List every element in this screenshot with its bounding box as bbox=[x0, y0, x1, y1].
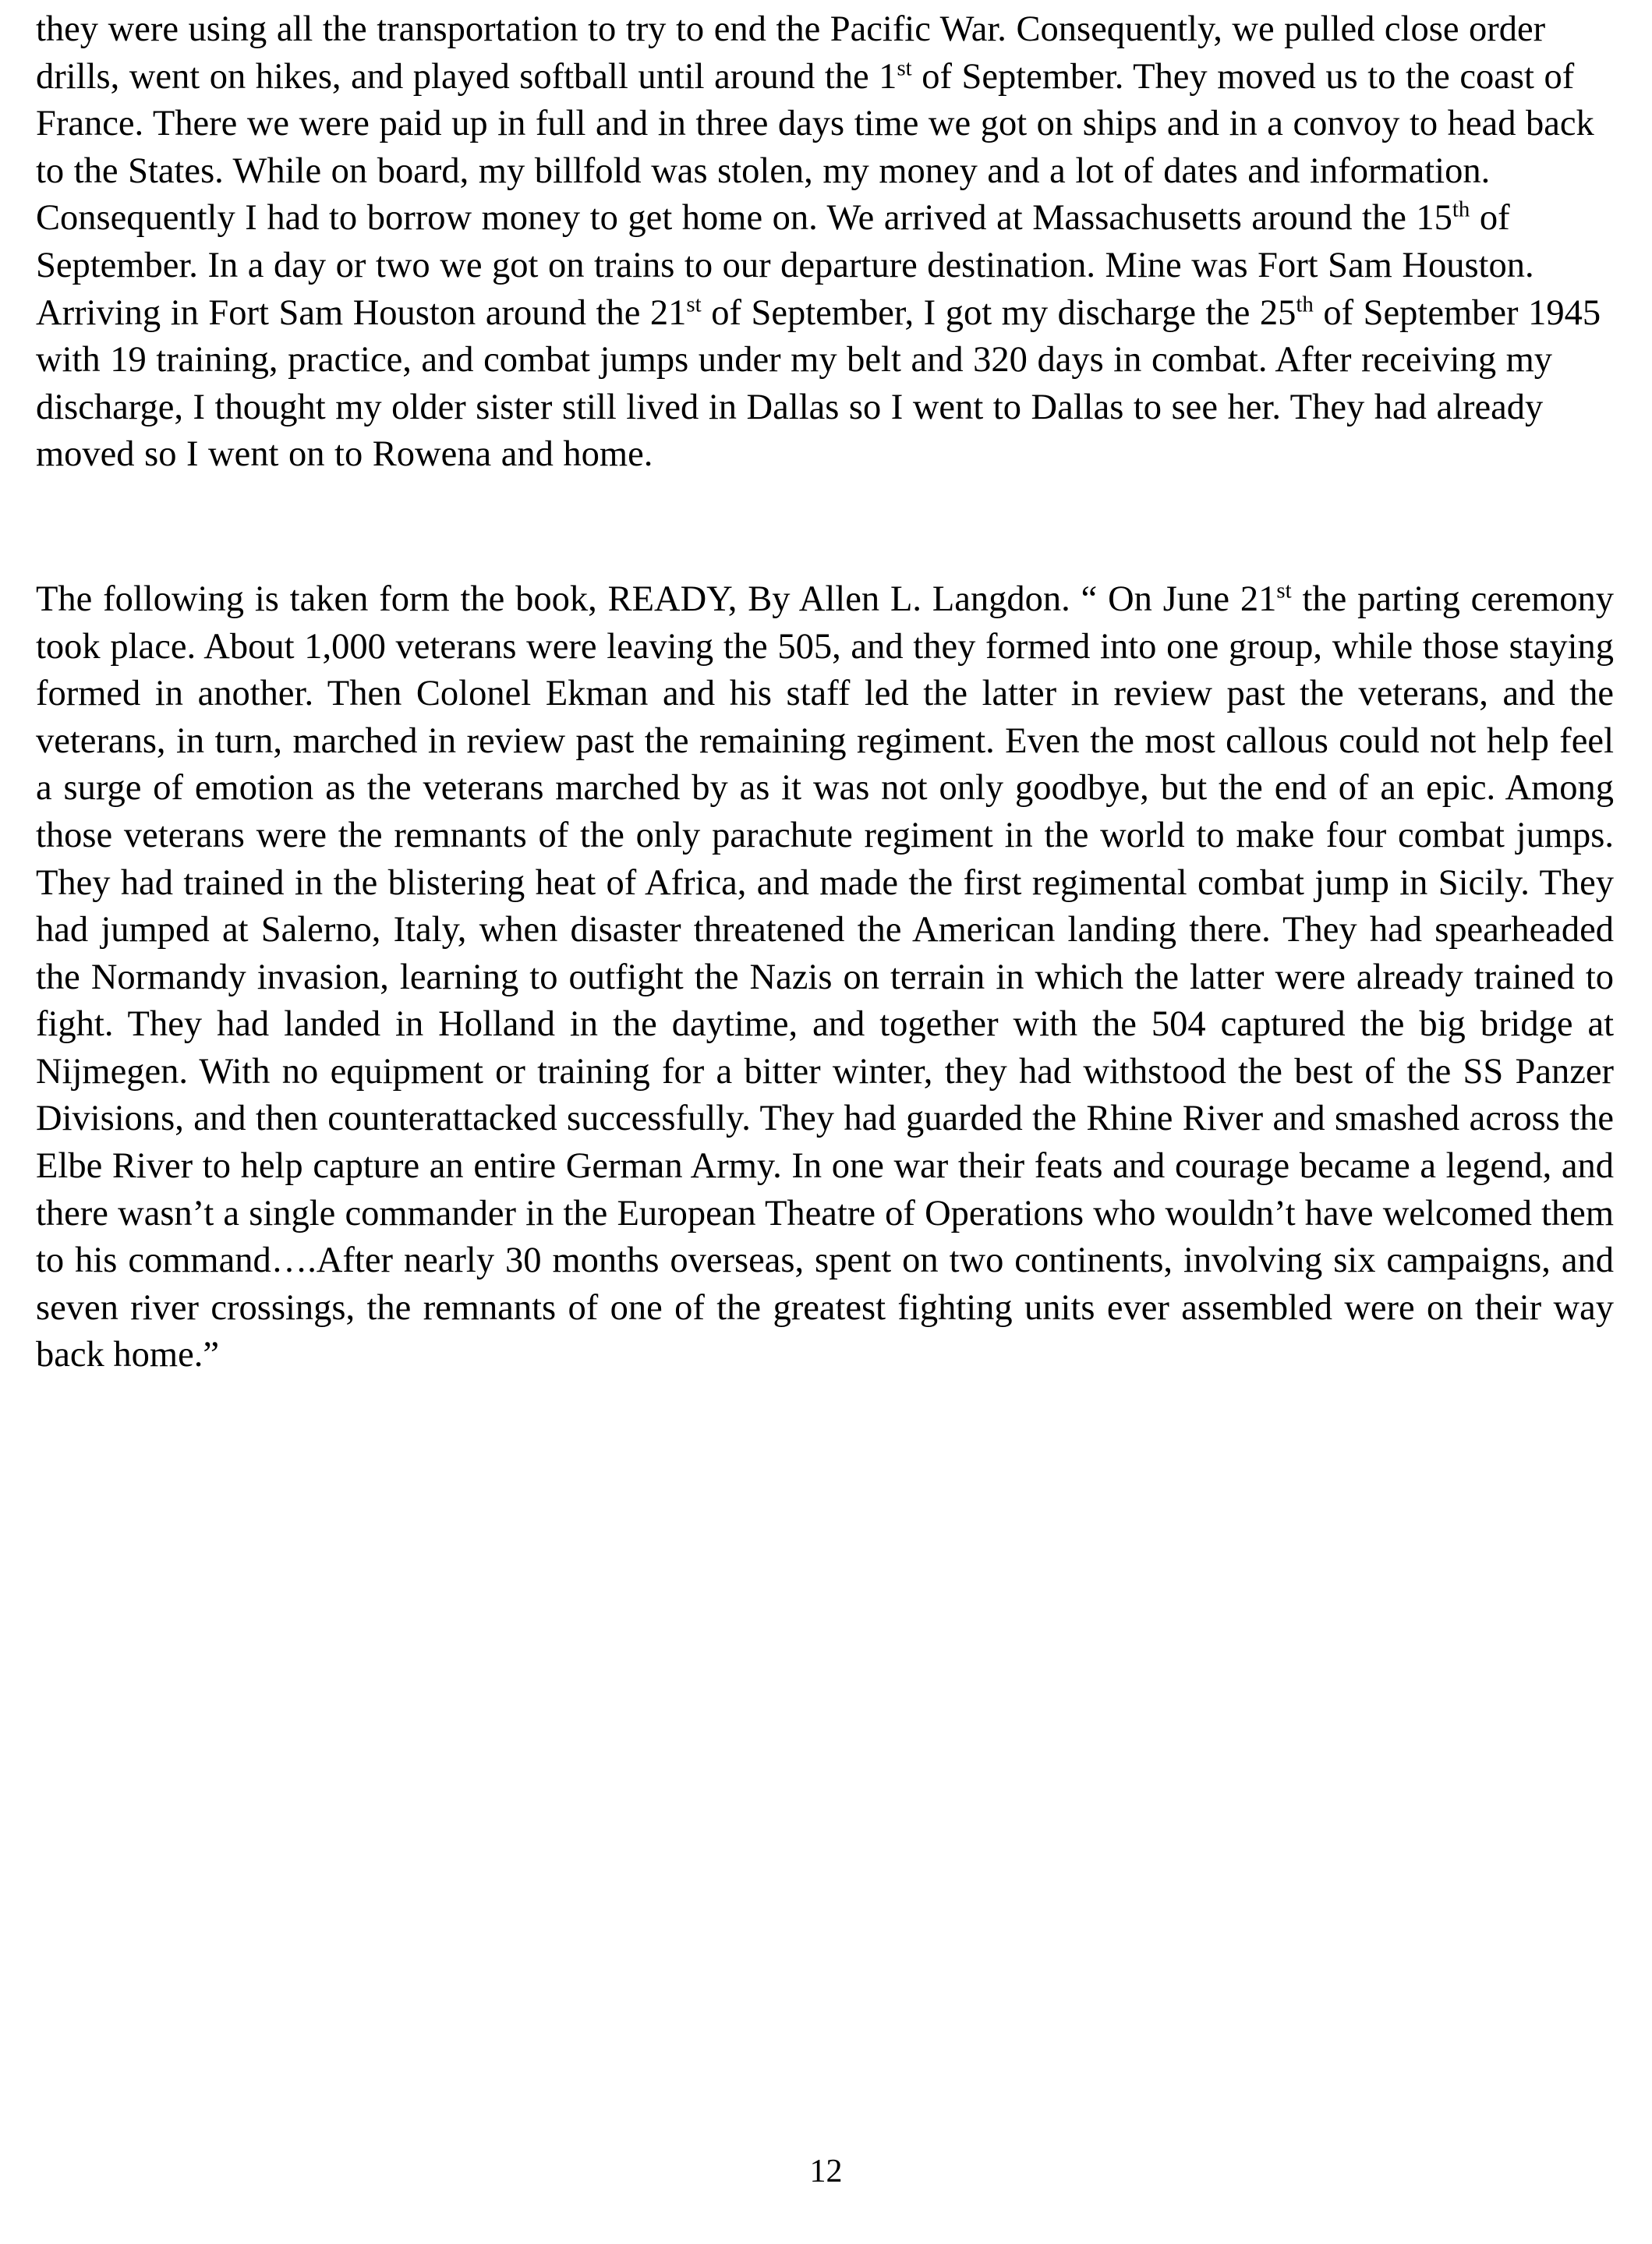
ordinal-suffix: th bbox=[1452, 196, 1470, 222]
page-number: 12 bbox=[809, 2154, 843, 2189]
ordinal-suffix: th bbox=[1296, 292, 1314, 317]
paragraph-spacer bbox=[36, 479, 1614, 576]
paragraph-continuation: they were using all the transportation to try to end the Pacific War. Consequently, we pulled close order drills, went on hikes, and played softball until around the 1st of September. They moved us to the coast of France. There we were paid up in full and in three days time we got on ships and in a convoy to head back to the States. While on board, my billfold was stolen, my money and a lot of dates and information. Consequently I had to borrow money to get home on. We arrived at Massachusetts around the 15th of September. In a day or two we got on trains to our departure destination. Mine was Fort Sam Houston. Arriving in Fort Sam Houston around the 21st of September, I got my discharge the 25th of September 1945 with 19 training, practice, and combat jumps under my belt and 320 days in combat. After receiving my discharge, I thought my older sister still lived in Dallas so I went to Dallas to see her. They had already moved so I went on to Rowena and home. bbox=[36, 9, 1601, 475]
ordinal-suffix: st bbox=[897, 55, 912, 81]
document-body bbox=[36, 0, 1614, 1379]
paragraph-ready-quote: The following is taken form the book, READY, By Allen L. Langdon. “ On June 21st the parting ceremony took place. About 1,000 veterans were leaving the 505, and they formed into one group, while those staying formed in another. Then Colonel Ekman and his staff led the latter in review past the veterans, and the veterans, in turn, marched in review past the remaining regiment. Even the most callous could not help feel a surge of emotion as the veterans marched by as it was not only goodbye, but the end of an epic. Among those veterans were the remnants of the only parachute regiment in the world to make four combat jumps. They had trained in the blistering heat of Africa, and made the first regimental combat jump in Sicily. They had jumped at Salerno, Italy, when disaster threatened the American landing there. They had spearheaded the Normandy invasion, learning to outfight the Nazis on terrain in which the latter were already trained to fight. They had landed in Holland in the daytime, and together with the 504 captured the big bridge at Nijmegen. With no equipment or training for a bitter winter, they had withstood the best of the SS Panzer Divisions, and then counterattacked successfully. They had guarded the Rhine River and smashed across the Elbe River to help capture an entire German Army. In one war their feats and courage became a legend, and there wasn’t a single commander in the European Theatre of Operations who wouldn’t have welcomed them to his command….After nearly 30 months overseas, spent on two continents, involving six campaigns, and seven river crossings, the remnants of one of the greatest fighting units ever assembled were on their way back home.” bbox=[36, 578, 1615, 1375]
ordinal-suffix: st bbox=[1276, 578, 1292, 603]
ordinal-suffix: st bbox=[686, 292, 702, 317]
